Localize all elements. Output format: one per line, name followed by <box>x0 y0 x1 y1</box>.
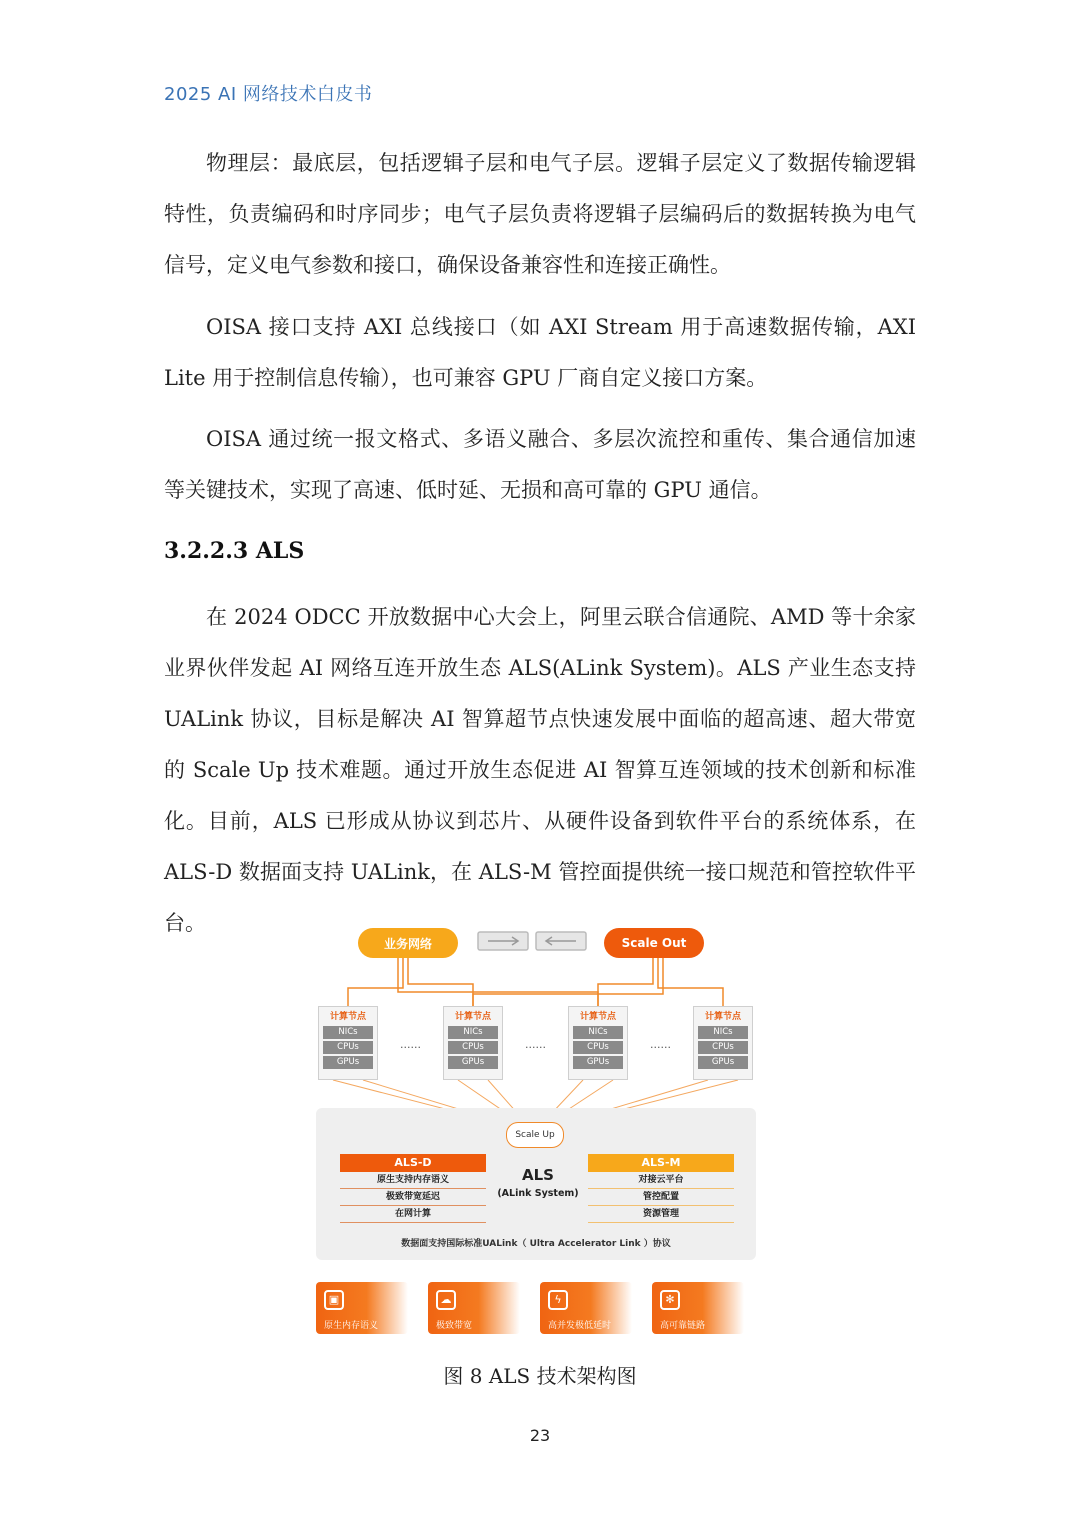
als-panel <box>316 1108 756 1260</box>
node-row: CPUs <box>323 1041 373 1054</box>
als-d-item: 在网计算 <box>340 1206 486 1223</box>
protocol-note: 数据面支持国际标准UALink（ Ultra Accelerator Link ）协议 <box>401 1239 671 1249</box>
scale-up-label: Scale Up <box>515 1130 555 1140</box>
node-title: 计算节点 <box>579 1012 616 1022</box>
paragraph-physical-layer: 物理层：最底层，包括逻辑子层和电气子层。逻辑子层定义了数据传输逻辑特性，负责编码和时序同步；电气子层负责将逻辑子层编码后的数据转换为电气信号，定义电气参数和接口，确保设备兼容性和连接正确性。 <box>164 151 916 277</box>
cloud-left-label: 业务网络 <box>383 936 432 951</box>
cloud-scale-out <box>604 928 704 958</box>
node-row: CPUs <box>698 1041 748 1054</box>
als-d-item: 原生支持内存语义 <box>340 1172 486 1189</box>
page-header-title: 2025 AI 网络技术白皮书 <box>164 84 373 105</box>
node-row: GPUs <box>698 1056 748 1069</box>
als-d-item: 极致带宽延迟 <box>340 1189 486 1206</box>
compute-node <box>318 1006 378 1080</box>
paragraph-oisa-tech: OISA 通过统一报文格式、多语义融合、多层次流控和重传、集合通信加速等关键技术，实现了高速、低时延、无损和高可靠的 GPU 通信。 <box>164 427 916 502</box>
node-row: NICs <box>573 1026 623 1039</box>
memory-icon: ▣ <box>324 1290 344 1310</box>
node-title: 计算节点 <box>704 1012 741 1022</box>
paragraph-als: 在 2024 ODCC 开放数据中心大会上，阿里云联合信通院、AMD 等十余家业界伙伴发起 AI 网络互连开放生态 ALS(ALink System)。ALS 产业生态支持 UALink 协议，目标是解决 AI 智算超节点快速发展中面临的超高速、超大带宽的 Scale Up 技术难题。通过开放生态促进 AI 智算互连领域的技术创新和标准化。目前，ALS 已形成从协议到芯片、从硬件设备到软件平台的系统体系，在 ALS-D 数据面支持 UALink，在 ALS-M 管控面提供统一接口规范和管控软件平台。 <box>164 605 916 935</box>
als-center <box>488 1166 588 1199</box>
paragraph-oisa-interface: OISA 接口支持 AXI 总线接口（如 AXI Stream 用于高速数据传输，AXI Lite 用于控制信息传输），也可兼容 GPU 厂商自定义接口方案。 <box>164 315 916 390</box>
als-subtitle: (ALink System) <box>497 1188 579 1199</box>
als-d-box <box>340 1154 486 1223</box>
page-number: 23 <box>529 1426 551 1445</box>
section-heading: 3.2.2.3 ALS <box>164 538 305 564</box>
node-row: GPUs <box>448 1056 498 1069</box>
als-architecture-figure <box>308 900 772 1345</box>
als-m-item: 对接云平台 <box>588 1172 734 1189</box>
scale-up-cloud <box>506 1122 564 1148</box>
figure-caption: 图 8 ALS 技术架构图 <box>443 1364 637 1388</box>
bandwidth-icon: ☁ <box>436 1290 456 1310</box>
feature-label: 高并发极低延时 <box>548 1321 612 1331</box>
als-m-item: 管控配置 <box>588 1189 734 1206</box>
feature-label: 极致带宽 <box>436 1321 473 1331</box>
compute-node <box>693 1006 753 1080</box>
node-row: NICs <box>323 1026 373 1039</box>
node-row: GPUs <box>323 1056 373 1069</box>
ellipsis: ...... <box>525 1038 546 1051</box>
node-title: 计算节点 <box>454 1012 491 1022</box>
feature-card <box>316 1282 408 1334</box>
node-title: 计算节点 <box>329 1012 366 1022</box>
compute-node <box>568 1006 628 1080</box>
als-m-title: ALS-M <box>588 1154 734 1172</box>
feature-label: 原生内存语义 <box>324 1321 379 1331</box>
node-row: NICs <box>448 1026 498 1039</box>
network-icon: ✻ <box>660 1290 680 1310</box>
als-title: ALS <box>522 1166 554 1184</box>
feature-card <box>540 1282 632 1334</box>
als-m-item: 资源管理 <box>588 1206 734 1223</box>
node-row: CPUs <box>573 1041 623 1054</box>
cloud-right-label: Scale Out <box>621 936 687 950</box>
cloud-business-network <box>358 928 458 958</box>
als-m-box <box>588 1154 734 1223</box>
node-row: NICs <box>698 1026 748 1039</box>
als-d-title: ALS-D <box>340 1154 486 1172</box>
compute-node <box>443 1006 503 1080</box>
node-row: CPUs <box>448 1041 498 1054</box>
lightning-icon: ϟ <box>548 1290 568 1310</box>
ellipsis: ...... <box>400 1038 421 1051</box>
node-row: GPUs <box>573 1056 623 1069</box>
ellipsis: ...... <box>650 1038 671 1051</box>
feature-card <box>652 1282 744 1334</box>
feature-label: 高可靠链路 <box>660 1321 706 1331</box>
feature-card <box>428 1282 520 1334</box>
